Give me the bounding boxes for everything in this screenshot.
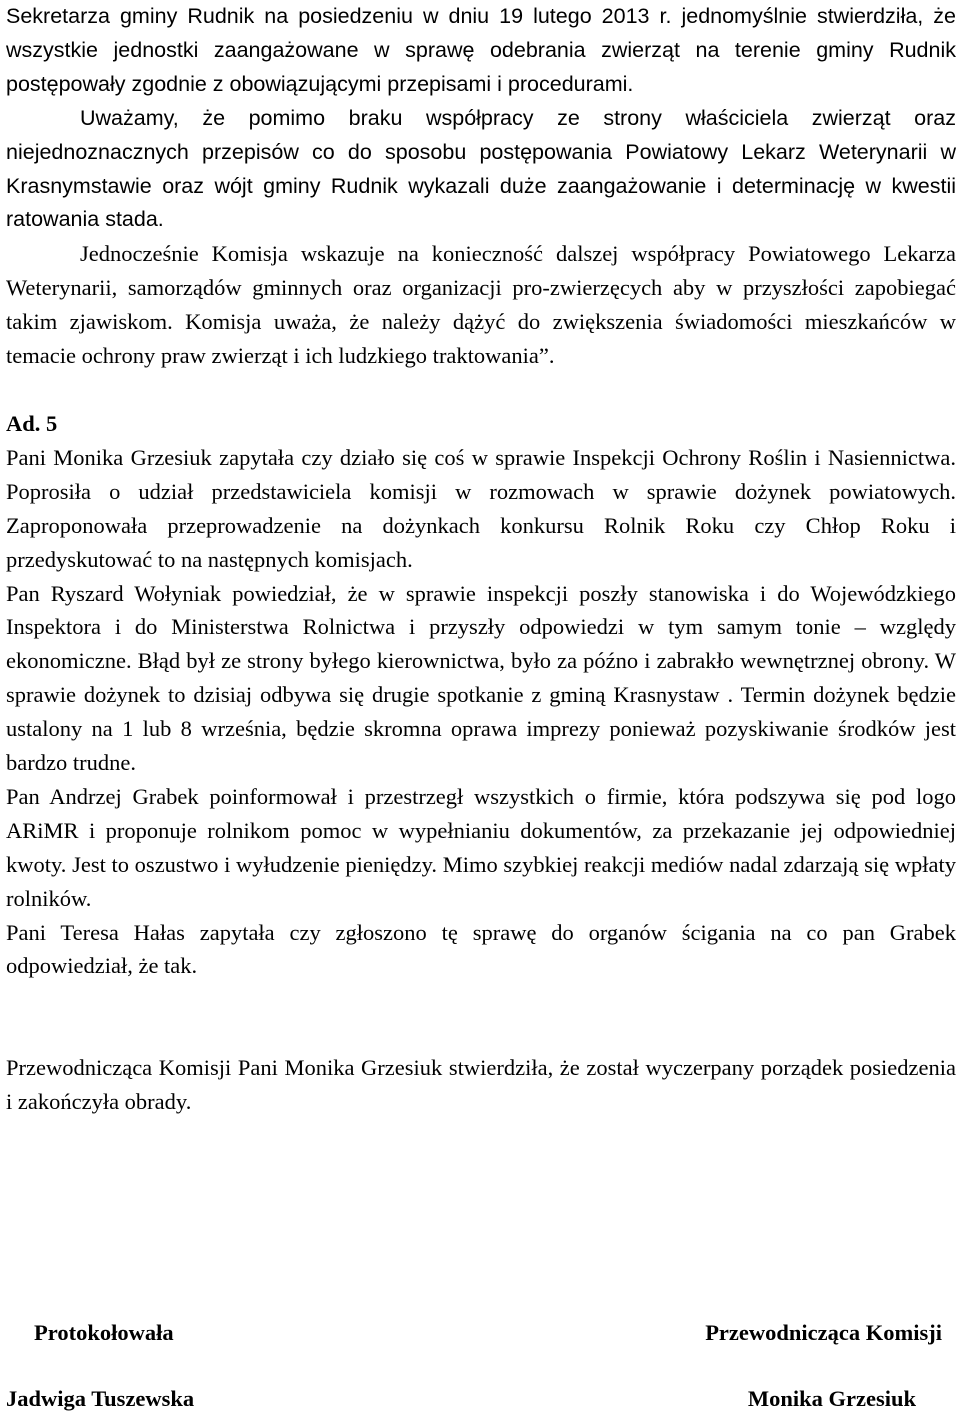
signature-right-role: Przewodnicząca Komisji bbox=[705, 1320, 942, 1345]
paragraph-uwazamy: Uważamy, że pomimo braku współpracy ze strony właściciela zwierząt oraz niejednoznacznych przepisów co do sposobu postępowania Powiatowy Lekarz Weterynarii w Krasnymstawie oraz wójt gminy Rudnik wykazali duże zaangażowanie i determinację w kwestii ratowania stada. bbox=[6, 105, 956, 232]
signature-left-name: Jadwiga Tuszewska bbox=[6, 1386, 195, 1411]
spacer bbox=[6, 373, 956, 407]
spacer bbox=[6, 983, 956, 1051]
signature-names-row bbox=[6, 1384, 942, 1414]
paragraph-wolyniak: Pan Ryszard Wołyniak powiedział, że w sprawie inspekcji poszły stanowiska i do Wojewódzkiego Inspektora i do Ministerstwa Rolnictwa i przyszły odpowiedzi w tym samym tonie – względy ekonomiczne. Błąd był ze strony byłego kierownictwa, było za późno i zabrakło wewnętrznej obrony. W sprawie dożynek to dzisiaj odbywa się drugie spotkanie z gminą Krasnystaw . Termin dożynek będzie ustalony na 1 lub 8 września, będzie skromna oprawa imprezy ponieważ pozyskiwanie środków jest bardzo trudne. bbox=[6, 580, 956, 776]
paragraph-halas: Pani Teresa Hałas zapytała czy zgłoszono tę sprawę do organów ścigania na co pan Grabek odpowiedział, że tak. bbox=[6, 919, 956, 979]
paragraph-sekretarz: Sekretarza gminy Rudnik na posiedzeniu w dniu 19 lutego 2013 r. jednomyślnie stwierdziła, że wszystkie jednostki zaangażowane w sprawę odebrania zwierząt na terenie gminy Rudnik postępowały zgodnie z obowiązującymi przepisami i procedurami. bbox=[6, 4, 956, 96]
signature-left-role: Protokołowała bbox=[34, 1320, 174, 1345]
paragraph-grabek: Pan Andrzej Grabek poinformował i przestrzegł wszystkich o firmie, która podszywa się pod logo ARiMR i proponuje rolnikom pomoc w wypełnianiu dokumentów, za przekazanie jej odpowiedniej kwoty. Jest to oszustwo i wyłudzenie pieniędzy. Mimo szybkiej reakcji mediów nadal zdarzają się wpłaty rolników. bbox=[6, 783, 956, 911]
section-heading-ad5: Ad. 5 bbox=[6, 410, 58, 436]
paragraph-jednoczesnie: Jednocześnie Komisja wskazuje na konieczność dalszej współpracy Powiatowego Lekarza Weterynarii, samorządów gminnych oraz organizacji pro-zwierzęcych aby w przyszłości zapobiegać takim zjawiskom. Komisja uważa, że należy dążyć do zwiększenia świadomości mieszkańców w temacie ochrony praw zwierząt i ich ludzkiego traktowania”. bbox=[6, 241, 956, 369]
paragraph-closing: Przewodnicząca Komisji Pani Monika Grzesiuk stwierdziła, że został wyczerpany porządek posiedzenia i zakończyła obrady. bbox=[6, 1055, 956, 1115]
paragraph-grzesiuk: Pani Monika Grzesiuk zapytała czy działo się coś w sprawie Inspekcji Ochrony Roślin i Nasiennictwa. Poprosiła o udział przedstawiciela komisji w rozmowach w sprawie dożynek powiatowych. Zaproponowała przeprowadzenie na dożynkach konkursu Rolnik Roku czy Chłop Roku i przedyskutować to na następnych komisjach. bbox=[6, 444, 956, 572]
signature-right-name: Monika Grzesiuk bbox=[747, 1386, 916, 1411]
signature-roles-row bbox=[34, 1318, 942, 1348]
